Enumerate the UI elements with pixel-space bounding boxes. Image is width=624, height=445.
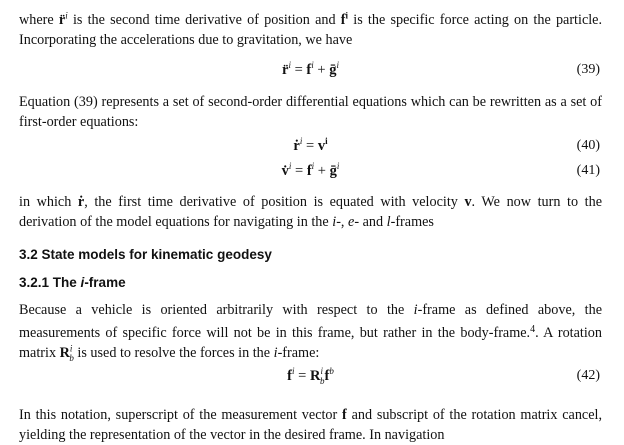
paragraph-4: Because a vehicle is oriented arbitrarily with respect to the i-frame as defined above, the measurements of specific force will not be in this frame, but rather in the body-frame.$^4$. A rotation matrix $R^i_b$ is used to resolve the forces in the i-frame: <box>19 302 603 363</box>
section-heading-3-2: 3.2 State models for kinematic geodesy <box>19 247 272 262</box>
footnote-marker[interactable]: 4 <box>530 324 536 335</box>
paragraph-3: in which ṙ, the first time derivative of position is equated with velocity v. We now turn to the derivation of the model equations for navigating in the i-, e- and l-frames <box>19 194 603 230</box>
symbol-rotation-matrix: $R^i_b$ <box>59 343 74 363</box>
symbol-v: v <box>464 194 472 210</box>
intro-text-3: is the specific force acting on the particle. Incorporating the accelerations due to gravitation, we have <box>19 12 603 48</box>
intro-paragraph <box>19 10 602 50</box>
equation-39-number: (39) <box>576 62 600 77</box>
equation-40-number: (40) <box>576 138 600 153</box>
paragraph-2: Equation (39) represents a set of second-order differential equations which can be rewritten as a set of first-order equations: <box>19 94 602 130</box>
equation-41-math: v̇$^i$ = $f^i$ + ḡ$^i$ <box>281 161 340 179</box>
equation-41-number: (41) <box>576 163 600 178</box>
symbol-r-dot: ṙ <box>77 194 85 210</box>
intro-text-2: is the second time derivative of position and <box>72 12 336 28</box>
equation-40-math: ṙ$^i$ = $v^i$ <box>293 136 328 154</box>
equation-39 <box>19 62 602 84</box>
paragraph-5: In this notation, superscript of the measurement vector f and subscript of the rotation matrix cancel, yielding the representation of the vector in the desired frame. In navigation <box>19 407 602 443</box>
equation-40 <box>19 138 602 160</box>
symbol-f-vector: f <box>342 407 347 423</box>
equation-42 <box>19 368 602 390</box>
symbol-f: $f^i$ <box>340 10 349 28</box>
equation-42-math: $f^i = R^i_bf^b$ <box>287 366 334 386</box>
intro-text-1: where <box>19 12 54 28</box>
equation-42-number: (42) <box>576 368 600 383</box>
equation-41 <box>19 163 602 185</box>
section-heading-3-2-1: 3.2.1 The i-frame <box>19 275 126 290</box>
equation-39-math: r̈$^i$ = $f^i$ + ḡ$^i$ <box>282 60 339 78</box>
symbol-r-ddot: r̈$^i$ <box>58 10 68 28</box>
